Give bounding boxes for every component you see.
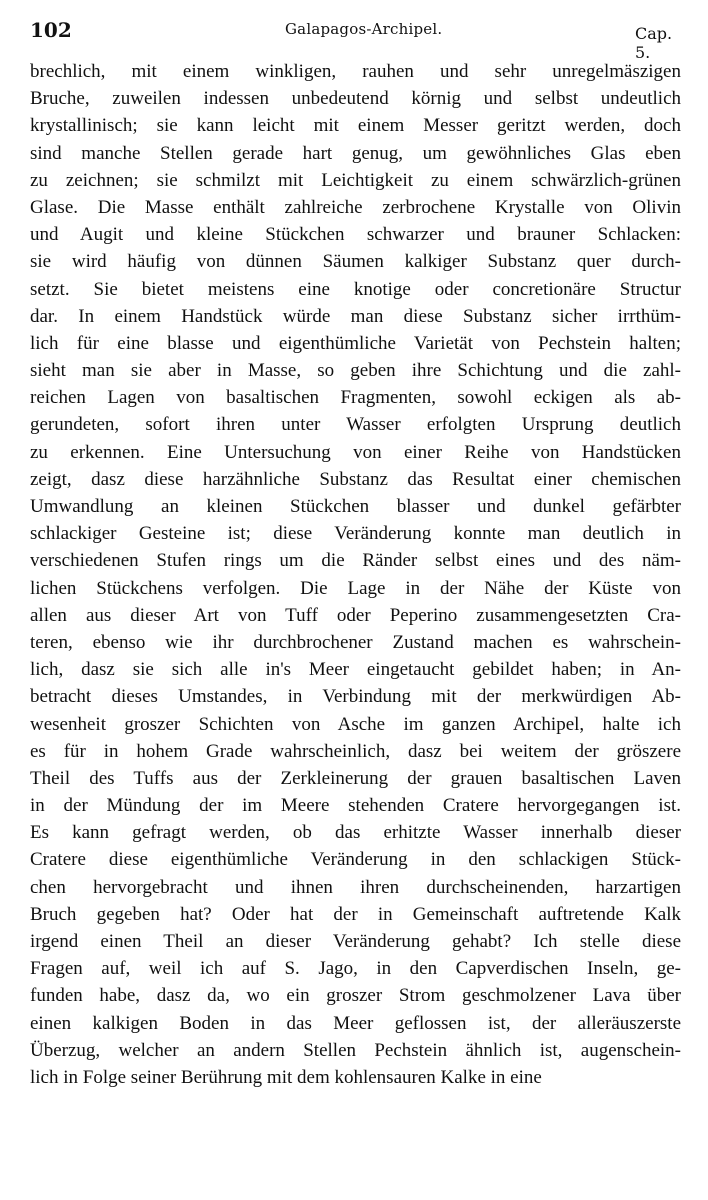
page-header (30, 18, 688, 62)
text-line: verschiedenen Stufen rings um die Ränder selbst eines und des näm- (30, 550, 681, 572)
text-line: dar. In einem Handstück würde man diese Substanz sicher irrthüm- (30, 305, 681, 327)
text-line: chen hervorgebracht und ihnen ihren durchscheinenden, harzartigen (30, 876, 681, 898)
text-line: lich für eine blasse und eigenthümliche Varietät von Pechstein halten; (30, 332, 681, 354)
text-line: gerundeten, sofort ihren unter Wasser erfolgten Ursprung deutlich (30, 414, 681, 436)
text-line: irgend einen Theil an dieser Veränderung gehabt? Ich stelle diese (30, 931, 681, 952)
text-line: und Augit und kleine Stückchen schwarzer und brauner Schlacken: (30, 224, 681, 246)
text-line: sind manche Stellen gerade hart genug, um gewöhnliches Glas eben (30, 142, 681, 164)
running-title: Galapagos-Archipel. (285, 20, 443, 38)
text-line: sie wird häufig von dünnen Säumen kalkiger Substanz quer durch- (30, 251, 681, 273)
text-line: lichen Stückchens verfolgen. Die Lage in der Nähe der Küste von (30, 577, 681, 599)
text-line: Es kann gefragt werden, ob das erhitzte Wasser innerhalb dieser (30, 822, 681, 844)
text-line: reichen Lagen von basaltischen Fragmenten, sowohl eckigen als ab- (30, 387, 681, 409)
text-line: allen aus dieser Art von Tuff oder Peperino zusammengesetzten Cra- (30, 604, 681, 626)
chapter-label: Cap. 5. (635, 24, 673, 62)
text-line: zu erkennen. Eine Untersuchung von einer Reihe von Handstücken (30, 441, 681, 463)
text-line: in der Mündung der im Meere stehenden Cratere hervorgegangen ist. (30, 795, 681, 817)
text-line: teren, ebenso wie ihr durchbrochener Zustand machen es wahrschein- (30, 631, 681, 653)
text-line: setzt. Sie bietet meistens eine knotige oder concretionäre Structur (30, 278, 681, 300)
text-line: lich, dasz sie sich alle in's Meer eingetaucht gebildet haben; in An- (30, 659, 681, 681)
text-line: schlackiger Gesteine ist; diese Veränderung konnte man deutlich in (30, 523, 681, 545)
text-line: einen kalkigen Boden in das Meer geflossen ist, der alleräuszerste (30, 1012, 681, 1034)
text-line: brechlich, mit einem winkligen, rauhen und sehr unregelmäszigen (30, 61, 681, 82)
text-line: zeigt, dasz diese harzähnliche Substanz das Resultat einer chemischen (30, 468, 681, 490)
text-line: betracht dieses Umstandes, in Verbindung mit der merkwürdigen Ab- (30, 686, 681, 708)
page-number: 102 (30, 18, 72, 42)
text-line: Cratere diese eigenthümliche Veränderung in den schlackigen Stück- (30, 849, 681, 871)
text-line: Überzug, welcher an andern Stellen Pechstein ähnlich ist, augenschein- (30, 1039, 681, 1061)
text-line: Bruch gegeben hat? Oder hat der in Gemeinschaft auftretende Kalk (30, 903, 681, 925)
body-text (30, 58, 681, 1091)
text-line: Fragen auf, weil ich auf S. Jago, in den Capverdischen Inseln, ge- (30, 958, 681, 980)
text-line: lich in Folge seiner Berührung mit dem kohlensauren Kalke in eine (30, 1066, 542, 1088)
text-line: Umwandlung an kleinen Stückchen blasser und dunkel gefärbter (30, 496, 681, 517)
text-line: krystallinisch; sie kann leicht mit einem Messer geritzt werden, doch (30, 115, 681, 137)
text-line: Theil des Tuffs aus der Zerkleinerung der grauen basaltischen Laven (30, 767, 681, 789)
text-line: Glase. Die Masse enthält zahlreiche zerbrochene Krystalle von Olivin (30, 196, 681, 218)
text-line: funden habe, dasz da, wo ein groszer Strom geschmolzener Lava über (30, 985, 681, 1007)
text-line: sieht man sie aber in Masse, so geben ihre Schichtung und die zahl- (30, 360, 681, 382)
text-line: Bruche, zuweilen indessen unbedeutend körnig und selbst undeutlich (30, 88, 681, 110)
text-line: wesenheit groszer Schichten von Asche im ganzen Archipel, halte ich (30, 713, 681, 735)
text-line: zu zeichnen; sie schmilzt mit Leichtigkeit zu einem schwärzlich-grünen (30, 169, 681, 191)
text-line: es für in hohem Grade wahrscheinlich, dasz bei weitem der gröszere (30, 740, 681, 762)
